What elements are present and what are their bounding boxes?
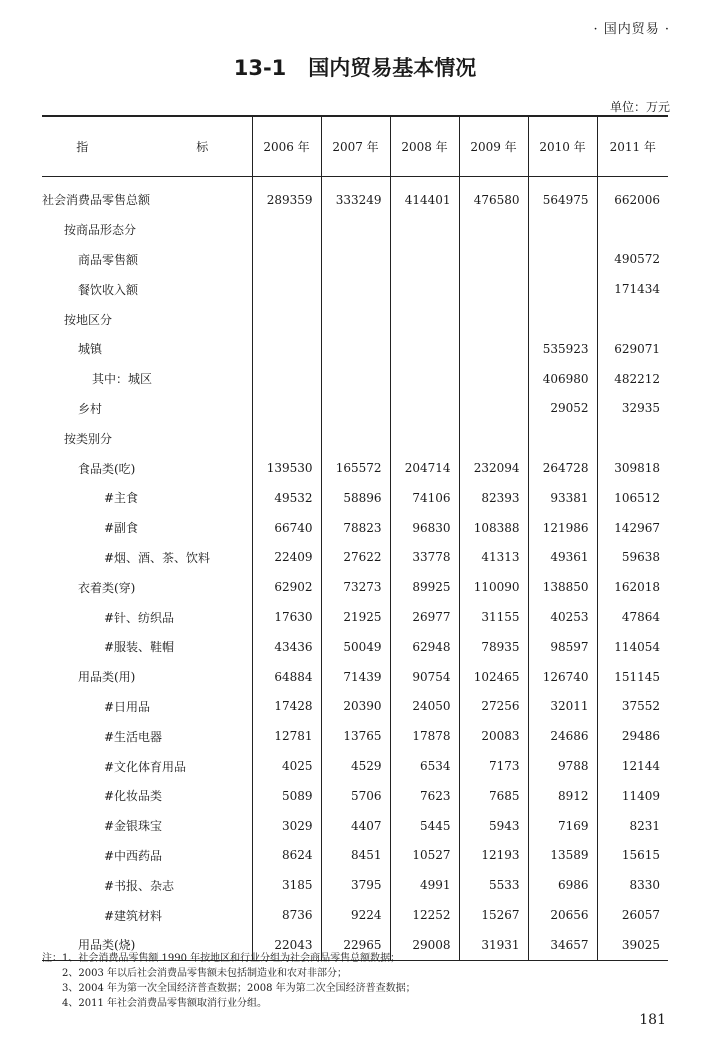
table-cell: 5533 — [459, 870, 528, 900]
table-cell — [252, 423, 321, 453]
table-cell: 32011 — [528, 692, 597, 722]
table-cell: 13589 — [528, 841, 597, 871]
table-cell: 22043 — [252, 930, 321, 960]
table-cell: 6534 — [390, 751, 459, 781]
column-header: 指 标 — [42, 116, 252, 177]
table-cell: 17428 — [252, 692, 321, 722]
table-cell — [459, 364, 528, 394]
page-number: 181 — [639, 1012, 666, 1028]
table-cell: 289359 — [252, 177, 321, 215]
table-row — [42, 215, 668, 245]
table-row — [42, 721, 668, 751]
table-cell — [321, 334, 390, 364]
table-cell: 96830 — [390, 513, 459, 543]
table-cell: 138850 — [528, 572, 597, 602]
table-body — [42, 177, 668, 961]
table-cell — [528, 423, 597, 453]
table-cell — [390, 394, 459, 424]
row-label: #服装、鞋帽 — [104, 640, 175, 655]
column-header: 2008 年 — [390, 116, 459, 177]
table-row — [42, 900, 668, 930]
table-cell: 114054 — [597, 632, 668, 662]
table-cell: 10527 — [390, 841, 459, 871]
table-cell — [528, 304, 597, 334]
table-cell: 482212 — [597, 364, 668, 394]
table-number: 13-1 — [233, 56, 287, 80]
table-cell — [390, 334, 459, 364]
table-title: 国内贸易基本情况 — [308, 56, 477, 80]
footnote: 注：1、社会消费品零售额 1990 年按地区和行业分组为社会商品零售总额数据； — [42, 953, 401, 964]
table-cell: 21925 — [321, 602, 390, 632]
table-cell: 29008 — [390, 930, 459, 960]
table-cell: 58896 — [321, 483, 390, 513]
table-row — [42, 841, 668, 871]
table-cell: 71439 — [321, 662, 390, 692]
footnote: 4、2011 年社会消费品零售额取消行业分组。 — [62, 998, 267, 1009]
table-cell: 27622 — [321, 543, 390, 573]
table-cell: 12252 — [390, 900, 459, 930]
table-cell: 204714 — [390, 453, 459, 483]
table-row — [42, 632, 668, 662]
table-cell: 3795 — [321, 870, 390, 900]
row-label: 按商品形态分 — [64, 223, 137, 238]
table-cell: 5089 — [252, 781, 321, 811]
table-header-row — [42, 116, 668, 177]
table-cell — [321, 215, 390, 245]
row-label: 用品类(用) — [78, 670, 136, 685]
table-cell — [321, 423, 390, 453]
table-cell: 40253 — [528, 602, 597, 632]
table-cell: 89925 — [390, 572, 459, 602]
table-cell — [528, 274, 597, 304]
table-cell: 6986 — [528, 870, 597, 900]
table-cell: 74106 — [390, 483, 459, 513]
table-row — [42, 781, 668, 811]
table-row — [42, 453, 668, 483]
table-cell: 264728 — [528, 453, 597, 483]
table-cell: 8330 — [597, 870, 668, 900]
table-cell: 64884 — [252, 662, 321, 692]
table-row — [42, 304, 668, 334]
table-cell: 8912 — [528, 781, 597, 811]
row-label: 按类别分 — [64, 431, 113, 446]
table-cell: 78823 — [321, 513, 390, 543]
page-title — [0, 52, 710, 82]
row-label: 餐饮收入额 — [78, 282, 139, 297]
table-cell: 98597 — [528, 632, 597, 662]
table-cell: 27256 — [459, 692, 528, 722]
table-cell: 309818 — [597, 453, 668, 483]
table-cell: 414401 — [390, 177, 459, 215]
table-cell: 406980 — [528, 364, 597, 394]
table-cell — [459, 215, 528, 245]
table-cell — [459, 394, 528, 424]
table-cell — [390, 364, 459, 394]
table-row — [42, 513, 668, 543]
row-label: #中西药品 — [104, 848, 163, 863]
table-cell — [252, 274, 321, 304]
table-cell: 7173 — [459, 751, 528, 781]
column-header: 2007 年 — [321, 116, 390, 177]
table-cell: 47864 — [597, 602, 668, 632]
table-cell — [390, 423, 459, 453]
column-header: 2006 年 — [252, 116, 321, 177]
table-cell: 7623 — [390, 781, 459, 811]
table-cell: 151145 — [597, 662, 668, 692]
row-label: #针、纺织品 — [104, 610, 175, 625]
row-label: 社会消费品零售总额 — [42, 193, 151, 208]
table-row — [42, 870, 668, 900]
table-cell: 22965 — [321, 930, 390, 960]
table-cell — [321, 304, 390, 334]
footnotes — [42, 951, 416, 1011]
table-cell — [252, 394, 321, 424]
table-cell: 102465 — [459, 662, 528, 692]
table-cell — [459, 304, 528, 334]
table-cell: 59638 — [597, 543, 668, 573]
row-label: #副食 — [104, 521, 139, 536]
table-cell — [390, 215, 459, 245]
table-cell: 24050 — [390, 692, 459, 722]
table-row — [42, 692, 668, 722]
table-cell: 108388 — [459, 513, 528, 543]
table-cell — [390, 274, 459, 304]
table-cell: 5706 — [321, 781, 390, 811]
table-cell — [390, 304, 459, 334]
row-label: 乡村 — [78, 401, 103, 416]
table-cell: 476580 — [459, 177, 528, 215]
table-cell: 29486 — [597, 721, 668, 751]
footnote: 3、2004 年为第一次全国经济普查数据；2008 年为第二次全国经济普查数据； — [62, 983, 416, 994]
table-cell: 26977 — [390, 602, 459, 632]
table-cell: 7169 — [528, 811, 597, 841]
table-row — [42, 274, 668, 304]
row-label: #化妆品类 — [104, 789, 163, 804]
table-cell: 4025 — [252, 751, 321, 781]
table-cell — [252, 304, 321, 334]
table-cell: 106512 — [597, 483, 668, 513]
table-cell: 165572 — [321, 453, 390, 483]
row-label: #日用品 — [104, 699, 151, 714]
table-cell — [597, 215, 668, 245]
table-cell: 8624 — [252, 841, 321, 871]
row-label: 衣着类(穿) — [78, 580, 136, 595]
table-cell: 8451 — [321, 841, 390, 871]
footnote: 2、2003 年以后社会消费品零售额未包括制造业和农对非部分； — [62, 968, 347, 979]
table-cell — [252, 215, 321, 245]
table-cell: 232094 — [459, 453, 528, 483]
row-label: #建筑材料 — [104, 908, 163, 923]
table-cell: 82393 — [459, 483, 528, 513]
running-head: · 国内贸易 · — [593, 22, 670, 37]
table-cell: 37552 — [597, 692, 668, 722]
table-cell: 9224 — [321, 900, 390, 930]
table-cell: 8231 — [597, 811, 668, 841]
table-cell: 629071 — [597, 334, 668, 364]
table-cell — [252, 245, 321, 275]
table-cell: 4407 — [321, 811, 390, 841]
table-row — [42, 543, 668, 573]
row-label: #生活电器 — [104, 729, 163, 744]
row-label: #烟、酒、茶、饮料 — [104, 550, 211, 565]
table-cell: 126740 — [528, 662, 597, 692]
table-cell: 12193 — [459, 841, 528, 871]
table-row — [42, 572, 668, 602]
table-cell: 12781 — [252, 721, 321, 751]
table-cell — [321, 364, 390, 394]
table-cell: 7685 — [459, 781, 528, 811]
table-cell: 5445 — [390, 811, 459, 841]
row-label: 食品类(吃) — [78, 461, 136, 476]
table-cell — [528, 245, 597, 275]
column-header: 2009 年 — [459, 116, 528, 177]
table-cell — [459, 245, 528, 275]
table-cell: 3029 — [252, 811, 321, 841]
row-label: 城镇 — [78, 342, 103, 357]
table-cell: 17878 — [390, 721, 459, 751]
table-cell — [597, 423, 668, 453]
table-cell: 3185 — [252, 870, 321, 900]
table-cell: 564975 — [528, 177, 597, 215]
table-row — [42, 662, 668, 692]
table-cell: 78935 — [459, 632, 528, 662]
table-cell — [321, 394, 390, 424]
table-cell: 26057 — [597, 900, 668, 930]
table-cell — [459, 274, 528, 304]
row-label: #文化体育用品 — [104, 759, 187, 774]
column-header: 2011 年 — [597, 116, 668, 177]
data-table — [42, 115, 668, 961]
row-label: #金银珠宝 — [104, 819, 163, 834]
unit-label: 单位：万元 — [609, 100, 670, 114]
table-cell: 22409 — [252, 543, 321, 573]
table-cell — [459, 334, 528, 364]
table-cell: 41313 — [459, 543, 528, 573]
table-row — [42, 751, 668, 781]
table-cell: 29052 — [528, 394, 597, 424]
table-cell — [321, 245, 390, 275]
table-cell: 32935 — [597, 394, 668, 424]
table-cell: 662006 — [597, 177, 668, 215]
table-cell: 121986 — [528, 513, 597, 543]
table-cell: 15615 — [597, 841, 668, 871]
table-cell: 171434 — [597, 274, 668, 304]
table-cell: 31931 — [459, 930, 528, 960]
table-cell: 66740 — [252, 513, 321, 543]
row-label: 商品零售额 — [78, 252, 139, 267]
column-header: 2010 年 — [528, 116, 597, 177]
table-cell: 162018 — [597, 572, 668, 602]
table-cell: 139530 — [252, 453, 321, 483]
table-cell: 4529 — [321, 751, 390, 781]
table-row — [42, 483, 668, 513]
table-cell — [528, 215, 597, 245]
table-cell: 43436 — [252, 632, 321, 662]
table-cell — [459, 423, 528, 453]
table-cell — [252, 364, 321, 394]
table-cell: 13765 — [321, 721, 390, 751]
table-cell: 73273 — [321, 572, 390, 602]
table-cell: 535923 — [528, 334, 597, 364]
table-cell: 9788 — [528, 751, 597, 781]
table-cell — [252, 334, 321, 364]
table-row — [42, 334, 668, 364]
row-label: 按地区分 — [64, 312, 113, 327]
table-cell: 8736 — [252, 900, 321, 930]
table-cell: 50049 — [321, 632, 390, 662]
table-cell: 4991 — [390, 870, 459, 900]
table-cell: 31155 — [459, 602, 528, 632]
table-row — [42, 423, 668, 453]
table-cell: 142967 — [597, 513, 668, 543]
row-label: 其中：城区 — [92, 372, 153, 387]
table-cell: 49361 — [528, 543, 597, 573]
table-cell: 90754 — [390, 662, 459, 692]
table-cell: 39025 — [597, 930, 668, 960]
table-cell: 15267 — [459, 900, 528, 930]
table-row — [42, 811, 668, 841]
table-cell: 20083 — [459, 721, 528, 751]
table-cell: 20390 — [321, 692, 390, 722]
table-cell: 490572 — [597, 245, 668, 275]
table-cell: 34657 — [528, 930, 597, 960]
table-cell: 49532 — [252, 483, 321, 513]
row-label: 用品类(烧) — [42, 930, 252, 960]
table-row — [42, 364, 668, 394]
table-cell: 17630 — [252, 602, 321, 632]
table-cell: 11409 — [597, 781, 668, 811]
table-cell: 20656 — [528, 900, 597, 930]
table-cell: 24686 — [528, 721, 597, 751]
table-row — [42, 602, 668, 632]
table-cell: 5943 — [459, 811, 528, 841]
table-cell — [597, 304, 668, 334]
table-cell: 62948 — [390, 632, 459, 662]
table-cell — [321, 274, 390, 304]
table-cell: 333249 — [321, 177, 390, 215]
table-row — [42, 394, 668, 424]
table-cell: 33778 — [390, 543, 459, 573]
row-label: #书报、杂志 — [104, 878, 175, 893]
table-cell: 62902 — [252, 572, 321, 602]
table-cell: 12144 — [597, 751, 668, 781]
table-cell: 93381 — [528, 483, 597, 513]
row-label: #主食 — [104, 491, 139, 506]
table-row — [42, 177, 668, 215]
table-cell — [390, 245, 459, 275]
table-cell: 110090 — [459, 572, 528, 602]
table-row — [42, 245, 668, 275]
